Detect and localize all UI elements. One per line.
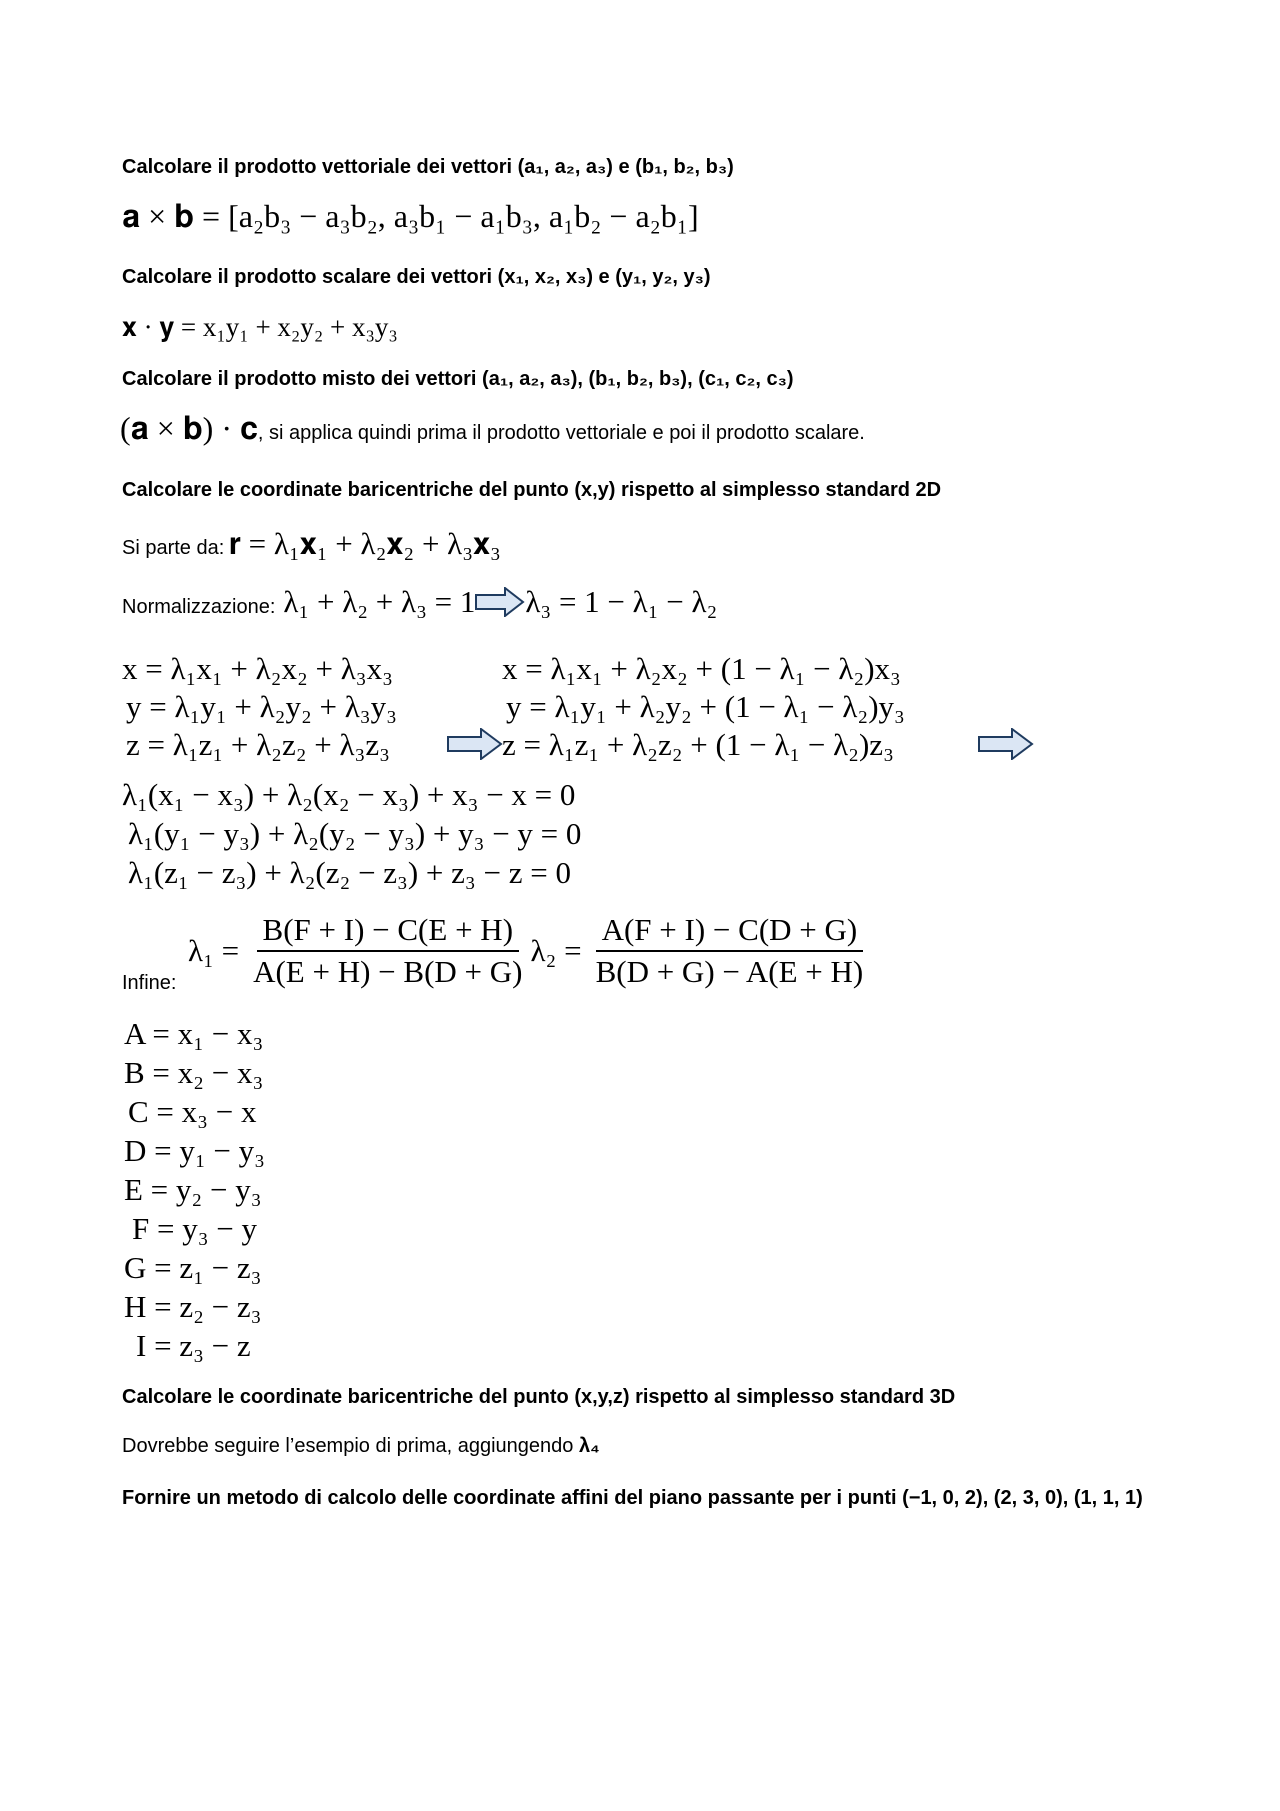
lambda1-fraction	[247, 912, 528, 990]
lambda-solutions	[188, 912, 869, 990]
definitions-list	[124, 1014, 265, 1365]
formula-triple-product: (𝐚 × 𝐛) · 𝐜	[120, 410, 258, 446]
lambda4-symbol: λ₄	[578, 1435, 600, 1457]
normalization-line	[122, 584, 717, 620]
question-cross-product: Calcolare il prodotto vettoriale dei vettori (a₁, a₂, a₃) e (b₁, b₂, b₃)	[122, 156, 734, 178]
triple-product-line	[120, 410, 865, 448]
system-substituted	[502, 650, 905, 764]
formula-normalization-right: λ₃ = 1 − λ₁ − λ₂	[525, 584, 718, 619]
question-dot-product: Calcolare il prodotto scalare dei vettori (x₁, x₂, x₃) e (y₁, y₂, y₃)	[122, 266, 711, 288]
formula-start: 𝐫 = λ₁𝐱₁ + λ₂𝐱₂ + λ₃𝐱₃	[228, 526, 501, 561]
formula-normalization-left: λ₁ + λ₂ + λ₃ = 1	[283, 584, 476, 619]
lambda1-lhs: λ₁ =	[188, 933, 240, 968]
definition-item: G = z₁ − z₃	[124, 1250, 262, 1285]
question-affine-plane: Fornire un metodo di calcolo delle coordinate affini del piano passante per i punti (−1, 0, 2), (2, 3, 0), (1, 1, 1)	[122, 1487, 1143, 1509]
lambda1-denominator: A(E + H) − B(D + G)	[253, 954, 523, 989]
definition-item: B = x₂ − x₃	[124, 1055, 264, 1090]
right-arrow-icon	[475, 587, 525, 617]
system-substituted-row: y = λ₁y₁ + λ₂y₂ + (1 − λ₁ − λ₂)y₃	[506, 689, 905, 724]
formula-cross-product: 𝐚 × 𝐛 = [a₂b₃ − a₃b₂, a₃b₁ − a₁b₃, a₁b₂ − a₂b₁]	[122, 198, 699, 234]
q5-answer	[122, 1435, 600, 1458]
definition-item: F = y₃ − y	[132, 1211, 258, 1246]
system-rearranged-row: λ₁(y₁ − y₃) + λ₂(y₂ − y₃) + y₃ − y = 0	[128, 816, 582, 851]
question-triple-product: Calcolare il prodotto misto dei vettori (a₁, a₂, a₃), (b₁, b₂, b₃), (c₁, c₂, c₃)	[122, 368, 794, 390]
question-barycentric-2d: Calcolare le coordinate baricentriche del punto (x,y) rispetto al simplesso standard 2D	[122, 479, 942, 501]
lambda2-fraction	[590, 912, 870, 990]
system-substituted-row: z = λ₁z₁ + λ₂z₂ + (1 − λ₁ − λ₂)z₃	[502, 727, 894, 762]
start-line	[122, 526, 501, 563]
definition-item: D = y₁ − y₃	[124, 1133, 265, 1168]
definition-item: C = x₃ − x	[128, 1094, 257, 1129]
normalization-label: Normalizzazione:	[122, 595, 276, 618]
system-rearranged-row: λ₁(z₁ − z₃) + λ₂(z₂ − z₃) + z₃ − z = 0	[128, 855, 571, 890]
system-substituted-row: x = λ₁x₁ + λ₂x₂ + (1 − λ₁ − λ₂)x₃	[502, 651, 901, 686]
right-arrow-icon	[447, 728, 503, 760]
definition-item: I = z₃ − z	[136, 1328, 251, 1363]
definition-item: H = z₂ − z₃	[124, 1289, 262, 1324]
definition-item: A = x₁ − x₃	[124, 1016, 264, 1051]
system-rearranged-row: λ₁(x₁ − x₃) + λ₂(x₂ − x₃) + x₃ − x = 0	[122, 777, 576, 812]
triple-product-explanation: , si applica quindi prima il prodotto vettoriale e poi il prodotto scalare.	[257, 422, 865, 444]
system-original-row: x = λ₁x₁ + λ₂x₂ + λ₃x₃	[122, 651, 393, 686]
system-original-row: y = λ₁y₁ + λ₂y₂ + λ₃y₃	[126, 689, 397, 724]
lambda2-lhs: λ₂ =	[530, 933, 582, 968]
question-barycentric-3d: Calcolare le coordinate baricentriche del punto (x,y,z) rispetto al simplesso standard 3D	[122, 1386, 956, 1408]
lambda1-numerator: B(F + I) − C(E + H)	[257, 912, 519, 952]
definition-item: E = y₂ − y₃	[124, 1172, 262, 1207]
lambda2-numerator: A(F + I) − C(D + G)	[596, 912, 864, 952]
system-original-row: z = λ₁z₁ + λ₂z₂ + λ₃z₃	[126, 727, 390, 762]
lambda2-denominator: B(D + G) − A(E + H)	[595, 954, 864, 989]
q5-answer-text: Dovrebbe seguire l’esempio di prima, aggiungendo	[122, 1435, 579, 1457]
start-label: Si parte da:	[122, 537, 225, 559]
right-arrow-icon	[978, 728, 1034, 760]
system-original	[122, 650, 397, 764]
final-label: Infine:	[122, 972, 177, 994]
system-rearranged	[122, 775, 581, 892]
formula-dot-product: 𝐱 · 𝐲 = x₁y₁ + x₂y₂ + x₃y₃	[122, 312, 398, 342]
